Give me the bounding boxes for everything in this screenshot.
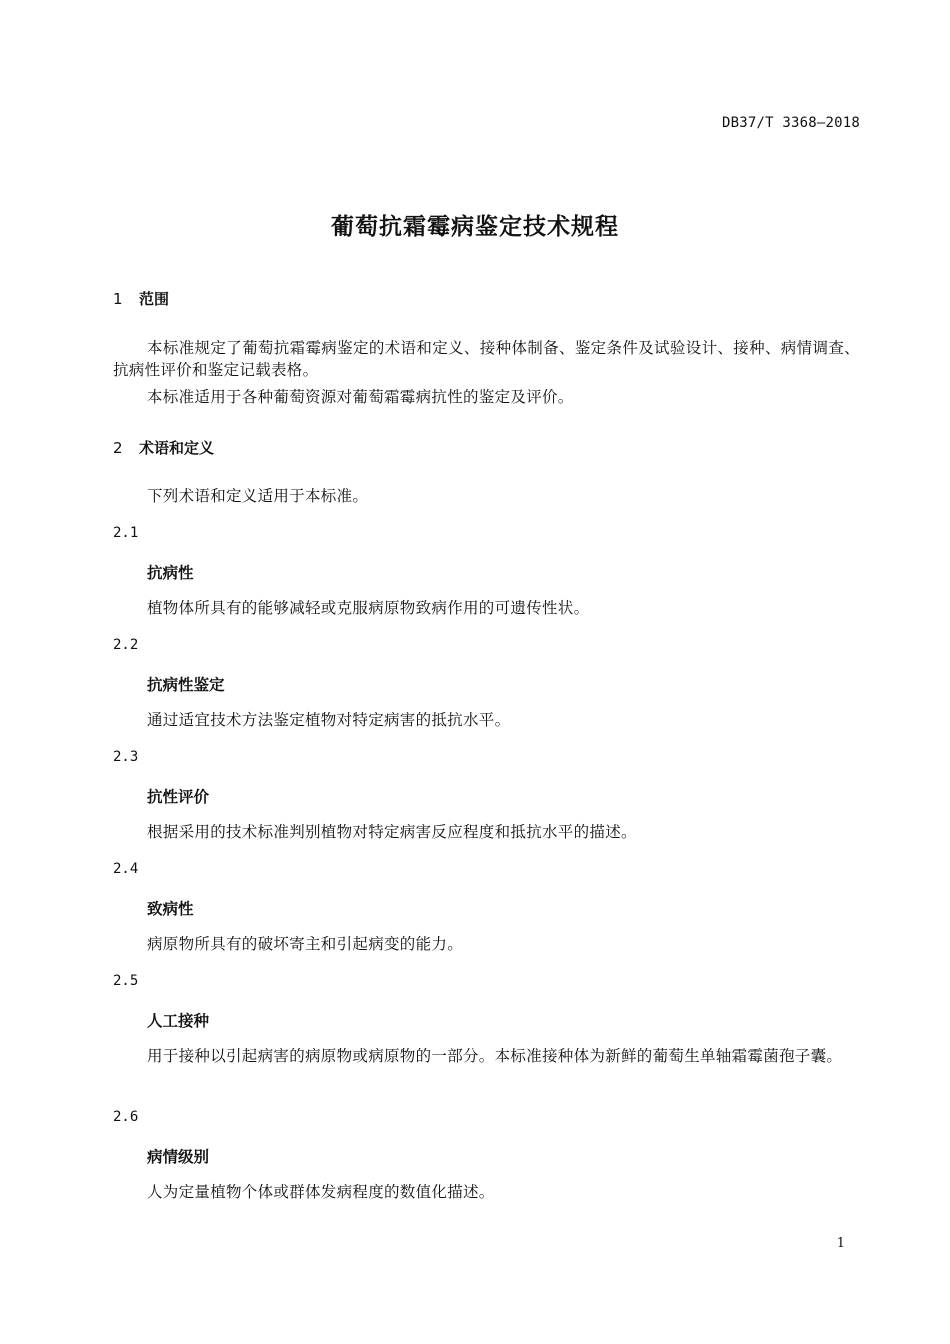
scope-paragraph-1: 本标准规定了葡萄抗霜霉病鉴定的术语和定义、接种体制备、鉴定条件及试验设计、接种、病情调查、抗病性评价和鉴定记载表格。 — [113, 339, 860, 379]
term-definition: 人为定量植物个体或群体发病程度的数值化描述。 — [147, 1183, 495, 1201]
term-definition: 病原物所具有的破坏寄主和引起病变的能力。 — [147, 935, 464, 953]
term-title: 抗病性鉴定 — [147, 676, 225, 694]
section-number: 1 — [113, 290, 123, 308]
term-definition: 用于接种以引起病害的病原物或病原物的一部分。本标准接种体为新鲜的葡萄生单轴霜霉菌孢子囊。 — [147, 1047, 843, 1065]
term-title: 人工接种 — [147, 1012, 210, 1030]
term-definition: 通过适宜技术方法鉴定植物对特定病害的抵抗水平。 — [147, 711, 511, 729]
section-number: 2 — [113, 439, 123, 457]
page-title: 葡萄抗霜霉病鉴定技术规程 — [331, 214, 619, 240]
term-number: 2.1 — [113, 525, 139, 541]
section-1-heading — [113, 288, 169, 309]
term-title: 抗性评价 — [147, 788, 210, 806]
term-number: 2.3 — [113, 749, 139, 765]
section-2-heading — [113, 437, 214, 458]
section-title: 范围 — [139, 290, 170, 308]
term-title: 病情级别 — [147, 1148, 210, 1166]
scope-paragraph-2: 本标准适用于各种葡萄资源对葡萄霜霉病抗性的鉴定及评价。 — [147, 388, 574, 406]
term-number: 2.4 — [113, 861, 139, 877]
page-number: 1 — [836, 1236, 845, 1251]
term-title: 抗病性 — [147, 564, 194, 582]
section-title: 术语和定义 — [139, 439, 215, 457]
term-number: 2.5 — [113, 973, 139, 989]
standard-code: DB37/T 3368—2018 — [721, 115, 860, 131]
term-title: 致病性 — [147, 900, 194, 918]
term-number: 2.6 — [113, 1109, 139, 1125]
term-definition: 植物体所具有的能够减轻或克服病原物致病作用的可遗传性状。 — [147, 599, 590, 617]
term-definition: 根据采用的技术标准判别植物对特定病害反应程度和抵抗水平的描述。 — [147, 823, 637, 841]
terms-intro: 下列术语和定义适用于本标准。 — [147, 487, 369, 505]
term-number: 2.2 — [113, 637, 139, 653]
